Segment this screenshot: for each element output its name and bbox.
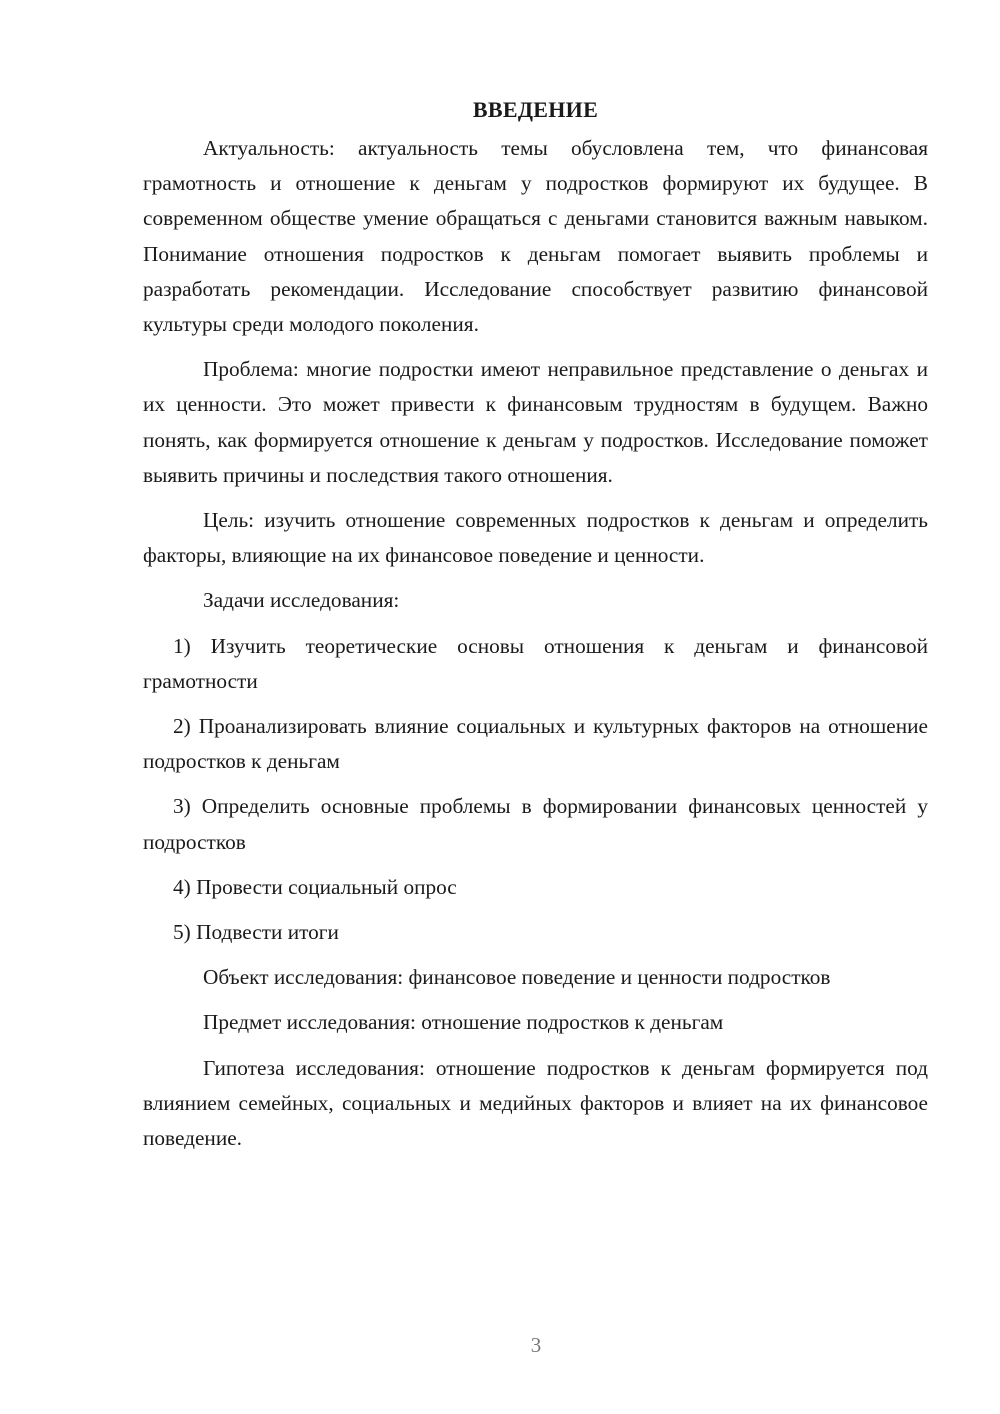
paragraph-problem: Проблема: многие подростки имеют неправильное представление о деньгах и их ценности. Это может привести к финансовым трудностям в будущем. Важно понять, как формируется отношение к деньгам у подростков. Исследование поможет выявить причины и последствия такого отношения. [143,357,928,487]
paragraph-subject: Предмет исследования: отношение подростков к деньгам [203,1010,724,1035]
task-item-5: 5) Подвести итоги [173,920,339,945]
paragraph-hypothesis: Гипотеза исследования: отношение подростков к деньгам формируется под влиянием семейных, социальных и медийных факторов и влияет на их финансовое поведение. [143,1055,928,1151]
paragraph-object: Объект исследования: финансовое поведение и ценности подростков [203,965,831,990]
task-item-1: 1) Изучить теоретические основы отношения к деньгам и финансовой грамотности [143,633,928,693]
task-item-4: 4) Провести социальный опрос [173,874,457,899]
paragraph-tasks-heading: Задачи исследования: [203,588,400,613]
task-item-3: 3) Определить основные проблемы в формировании финансовых ценностей у подростков [143,794,928,854]
paragraph-relevance: Актуальность: актуальность темы обусловлена тем, что финансовая грамотность и отношение к деньгам у подростков формируют их будущее. В современном обществе умение обращаться с деньгами становится важным навыком. Понимание отношения подростков к деньгам помогает выявить проблемы и разработать рекомендации. Исследование способствует развитию финансовой культуры среди молодого поколения. [143,136,928,337]
paragraph-goal: Цель: изучить отношение современных подростков к деньгам и определить факторы, влияющие на их финансовое поведение и ценности. [143,508,928,568]
page-title: ВВЕДЕНИЕ [472,97,599,122]
page-number: 3 [530,1333,542,1357]
document-page [143,95,928,1166]
task-item-2: 2) Проанализировать влияние социальных и культурных факторов на отношение подростков к деньгам [143,714,928,774]
